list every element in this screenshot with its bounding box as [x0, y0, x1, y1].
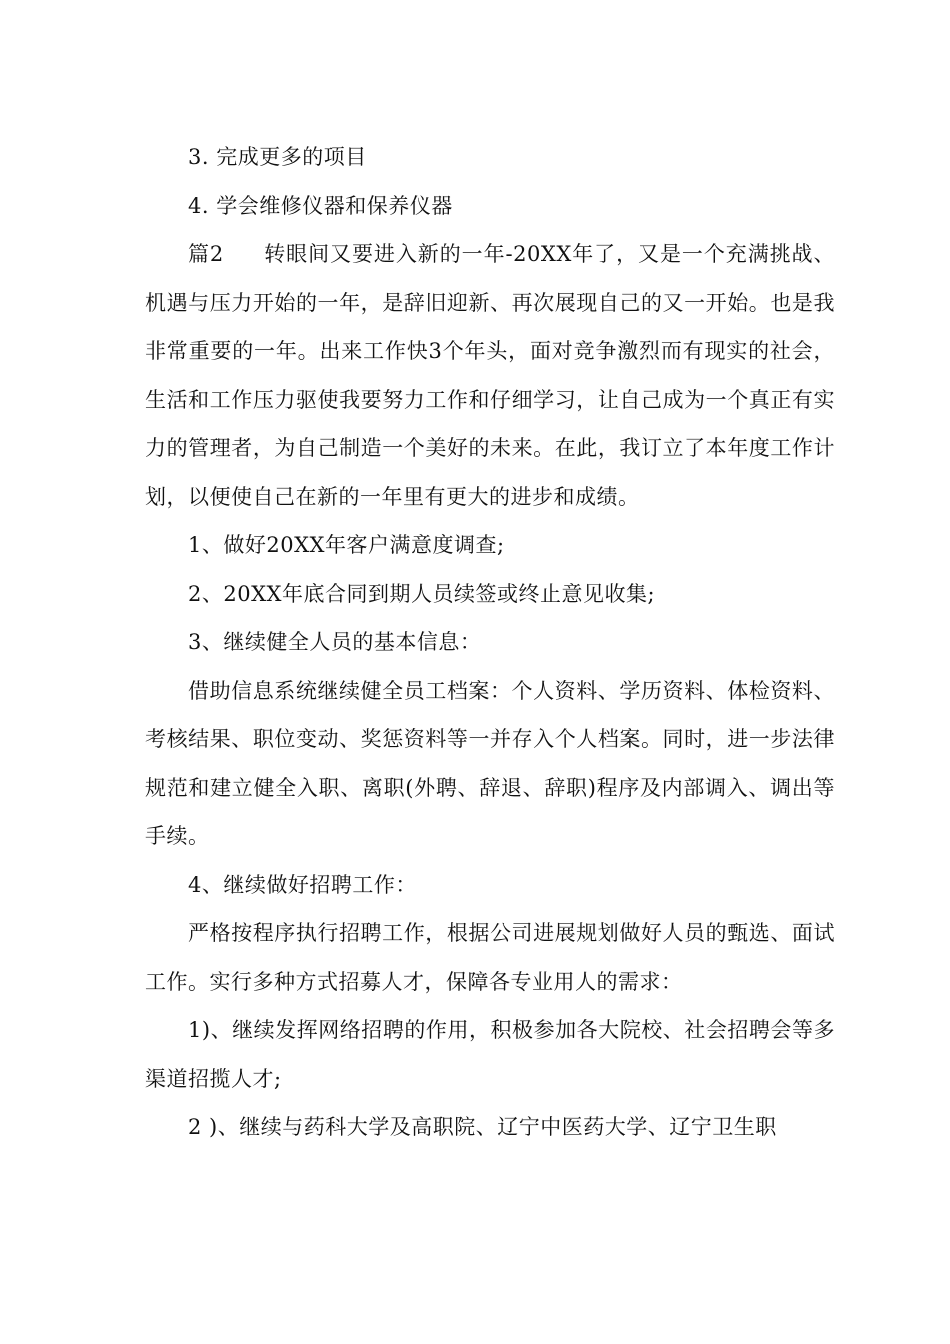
sub-item-1: 1)、继续发挥网络招聘的作用，积极参加各大院校、社会招聘会等多渠道招揽人才; — [145, 1018, 835, 1091]
plan-item-1: 1、做好20XX年客户满意度调查; — [188, 533, 505, 557]
list-item-3: 3. 完成更多的项目 — [188, 145, 367, 169]
section-intro-paragraph — [145, 230, 835, 521]
paragraph: 严格按程序执行招聘工作，根据公司进展规划做好人员的甄选、面试工作。实行多种方式招募人才，保障各专业用人的需求： — [145, 921, 835, 994]
paragraph: 借助信息系统继续健全员工档案：个人资料、学历资料、体检资料、考核结果、职位变动、奖惩资料等一并存入个人档案。同时，进一步法律规范和建立健全入职、离职(外聘、辞退、辞职)程序及内部调入、调出等手续。 — [145, 678, 835, 848]
plan-item-2: 2、20XX年底合同到期人员续签或终止意见收集; — [188, 581, 656, 606]
sub-item-2: 2 )、继续与药科大学及高职院、辽宁中医药大学、辽宁卫生职 — [188, 1115, 777, 1139]
section-label: 篇2 — [188, 242, 224, 266]
plan-item-3: 3、继续健全人员的基本信息： — [188, 630, 482, 654]
document-body — [145, 133, 835, 1152]
list-item-4: 4. 学会维修仪器和保养仪器 — [188, 193, 453, 218]
section-intro-text: 转眼间又要进入新的一年-20XX年了，又是一个充满挑战、机遇与压力开始的一年，是辞旧迎新、再次展现自己的又一开始。也是我非常重要的一年。出来工作快3个年头，面对竞争激烈而有现实的社会，生活和工作压力驱使我要努力工作和仔细学习，让自己成为一个真正有实力的管理者，为自己制造一个美好的未来。在此，我订立了本年度工作计划，以便使自己在新的一年里有更大的进步和成绩。 — [145, 242, 835, 509]
plan-item-4: 4、继续做好招聘工作： — [188, 872, 417, 897]
